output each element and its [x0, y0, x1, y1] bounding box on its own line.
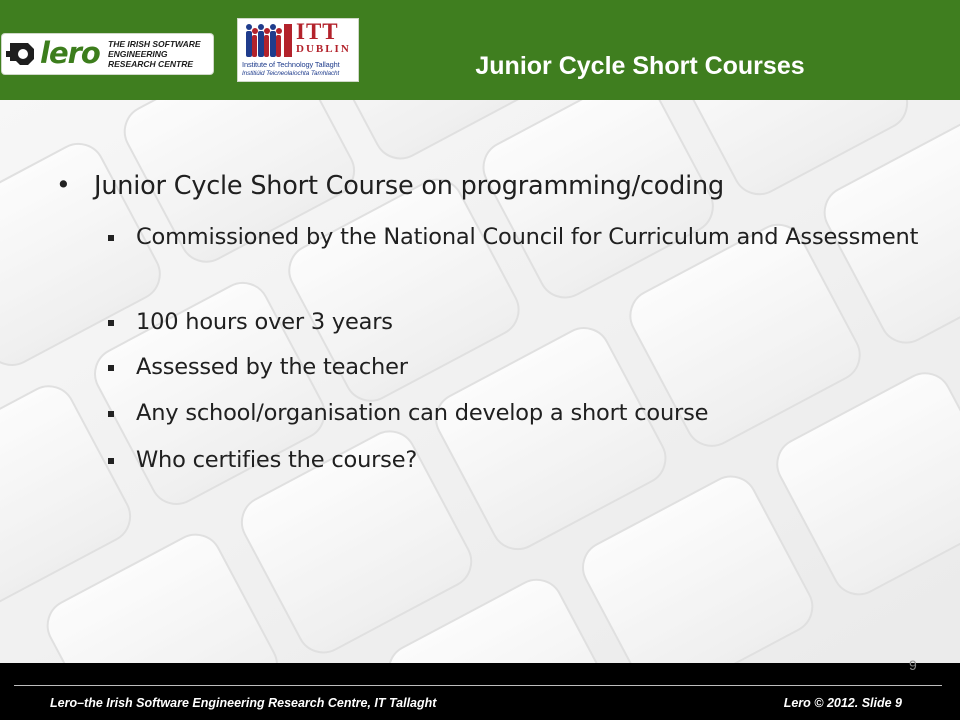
itt-title: ITT — [296, 19, 339, 44]
square-bullet-icon — [108, 411, 114, 417]
lero-subtitle: THE IRISH SOFTWARE ENGINEERING RESEARCH CENTRE — [108, 39, 201, 69]
square-bullet-icon — [108, 235, 114, 241]
itt-name-english: Institute of Technology Tallaght — [242, 60, 340, 69]
sub-bullet-text: Who certifies the course? — [136, 447, 418, 473]
square-bullet-icon — [108, 458, 114, 464]
square-bullet-icon — [108, 365, 114, 371]
itt-subtitle: DUBLIN — [296, 43, 351, 55]
round-bullet-icon: • — [56, 170, 71, 199]
itt-figures-logo-icon — [244, 22, 294, 60]
footer-divider — [14, 685, 942, 686]
sub-bullet-text: Assessed by the teacher — [136, 354, 408, 380]
sub-bullet-text: 100 hours over 3 years — [136, 309, 393, 335]
square-bullet-icon — [108, 320, 114, 326]
lero-wordmark: lero — [40, 36, 100, 70]
footer-organisation-text: Lero–the Irish Software Engineering Research Centre, IT Tallaght — [50, 696, 437, 710]
sub-bullet-text: Commissioned by the National Council for Curriculum and Assessment — [136, 224, 919, 250]
main-bullet-text: Junior Cycle Short Course on programming/coding — [94, 171, 725, 201]
lero-chip-logo-icon — [6, 39, 38, 69]
slide-title: Junior Cycle Short Courses — [475, 52, 805, 80]
header-bar — [0, 0, 960, 100]
footer-copyright-text: Lero © 2012. Slide 9 — [783, 696, 902, 710]
lero-logo — [2, 34, 213, 74]
page-number: 9 — [909, 657, 917, 673]
itt-dublin-logo — [238, 19, 358, 81]
sub-bullet-text: Any school/organisation can develop a short course — [136, 400, 709, 426]
footer-bar — [0, 657, 960, 720]
itt-name-irish: Institiúid Teicneolaíochta Tamhlacht — [242, 70, 340, 77]
